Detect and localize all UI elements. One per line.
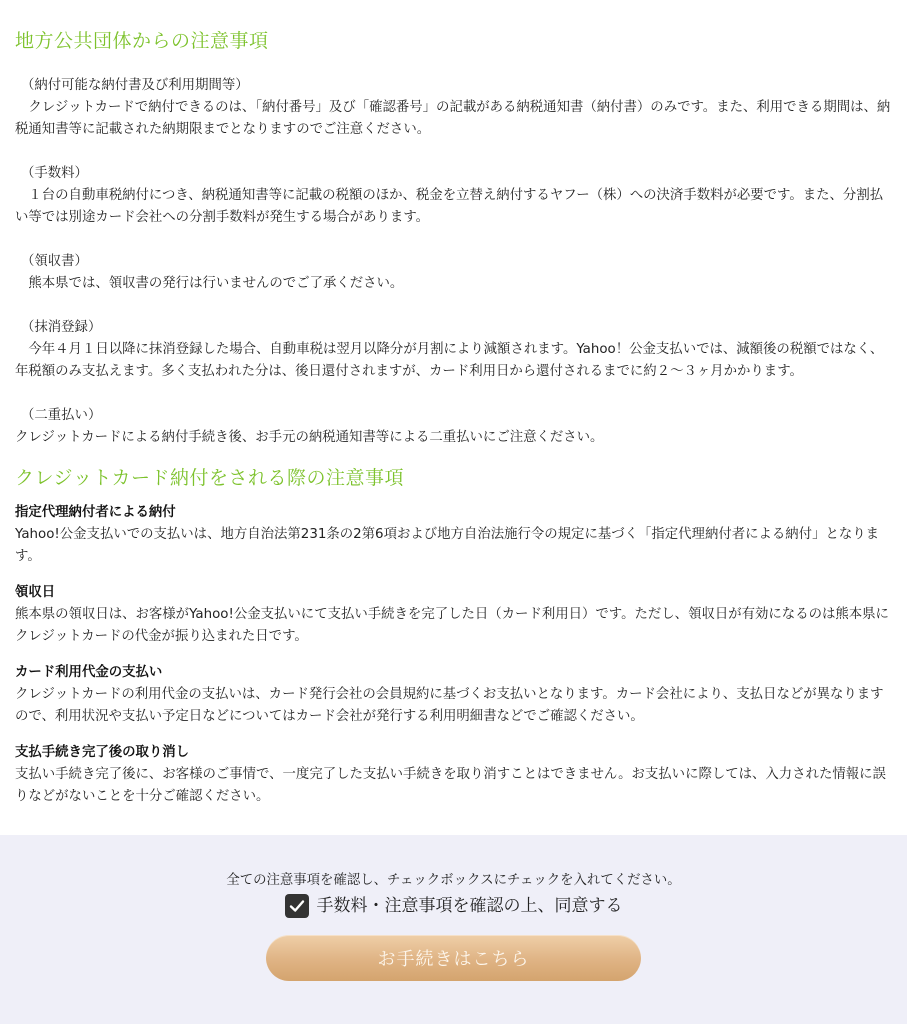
notice-deregistration: [15, 317, 893, 383]
card-notice-body: 支払い手続き完了後に、お客様のご事情で、一度完了した支払い手続きを取り消すことはできません。お支払いに際しては、入力された情報に誤りなどがないことを十分ご確認ください。: [15, 767, 886, 804]
notice-body: 熊本県では、領収書の発行は行いませんのでご了承ください。: [15, 276, 404, 291]
card-notice-heading: 指定代理納付者による納付: [15, 505, 176, 520]
notice-heading: （抹消登録）: [21, 320, 102, 335]
card-notice-receipt-date: [15, 582, 893, 648]
card-notice-designated-agent: [15, 502, 893, 568]
agree-checkbox[interactable]: [285, 894, 309, 918]
notice-fees: [15, 163, 893, 229]
agree-label[interactable]: 手数料・注意事項を確認の上、同意する: [316, 896, 623, 916]
local-government-notices-title: 地方公共団体からの注意事項: [15, 30, 269, 52]
notice-double-payment: [15, 405, 893, 449]
notice-body: 今年４月１日以降に抹消登録した場合、自動車税は翌月以降分が月割により減額されます。Yahoo！公金支払いでは、減額後の税額ではなく、年税額のみ支払えます。多く支払われた分は、後日還付されますが、カード利用日から還付されるまでに約２〜３ヶ月かかります。: [15, 342, 884, 379]
notice-heading: （手数料）: [21, 166, 88, 181]
card-notice-heading: カード利用代金の支払い: [15, 665, 163, 680]
agreement-footer: [0, 835, 907, 1024]
notice-body: クレジットカードで納付できるのは、「納付番号」及び「確認番号」の記載がある納税通知書（納付書）のみです。また、利用できる期間は、納税通知書等に記載された納期限までとなりますのでご注意ください。: [15, 100, 891, 137]
agreement-instruction: 全ての注意事項を確認し、チェックボックスにチェックを入れてください。: [226, 873, 681, 888]
credit-card-notices-title: クレジットカード納付をされる際の注意事項: [15, 467, 404, 489]
notice-receipt: [15, 251, 893, 295]
agreement-row[interactable]: [0, 893, 907, 919]
card-notice-cancellation: [15, 742, 893, 808]
notice-body: １台の自動車税納付につき、納税通知書等に記載の税額のほか、税金を立替え納付するヤフー（株）への決済手数料が必要です。また、分割払い等では別途カード会社への分割手数料が発生する場合があります。: [15, 188, 884, 225]
card-notice-body: 熊本県の領収日は、お客様がYahoo!公金支払いにて支払い手続きを完了した日（カード利用日）です。ただし、領収日が有効になるのは熊本県にクレジットカードの代金が振り込まれた日です。: [15, 607, 889, 644]
card-notice-heading: 領収日: [15, 585, 56, 600]
notice-heading: （納付可能な納付書及び利用期間等）: [21, 78, 249, 93]
checkmark-icon: [288, 897, 306, 915]
notice-payable-documents: [15, 75, 893, 141]
card-notice-card-payment: [15, 662, 893, 728]
notice-heading: （二重払い）: [21, 408, 102, 423]
proceed-button[interactable]: お手続きはこちら: [266, 935, 641, 981]
card-notice-heading: 支払手続き完了後の取り消し: [15, 745, 190, 760]
notice-body: クレジットカードによる納付手続き後、お手元の納税通知書等による二重払いにご注意ください。: [15, 430, 604, 445]
notice-heading: （領収書）: [21, 254, 88, 269]
card-notice-body: Yahoo!公金支払いでの支払いは、地方自治法第231条の2第6項および地方自治法施行令の規定に基づく「指定代理納付者による納付」となります。: [15, 527, 880, 564]
card-notice-body: クレジットカードの利用代金の支払いは、カード発行会社の会員規約に基づくお支払いとなります。カード会社により、支払日などが異なりますので、利用状況や支払い予定日などについてはカード会社が発行する利用明細書などでご確認ください。: [15, 687, 884, 724]
